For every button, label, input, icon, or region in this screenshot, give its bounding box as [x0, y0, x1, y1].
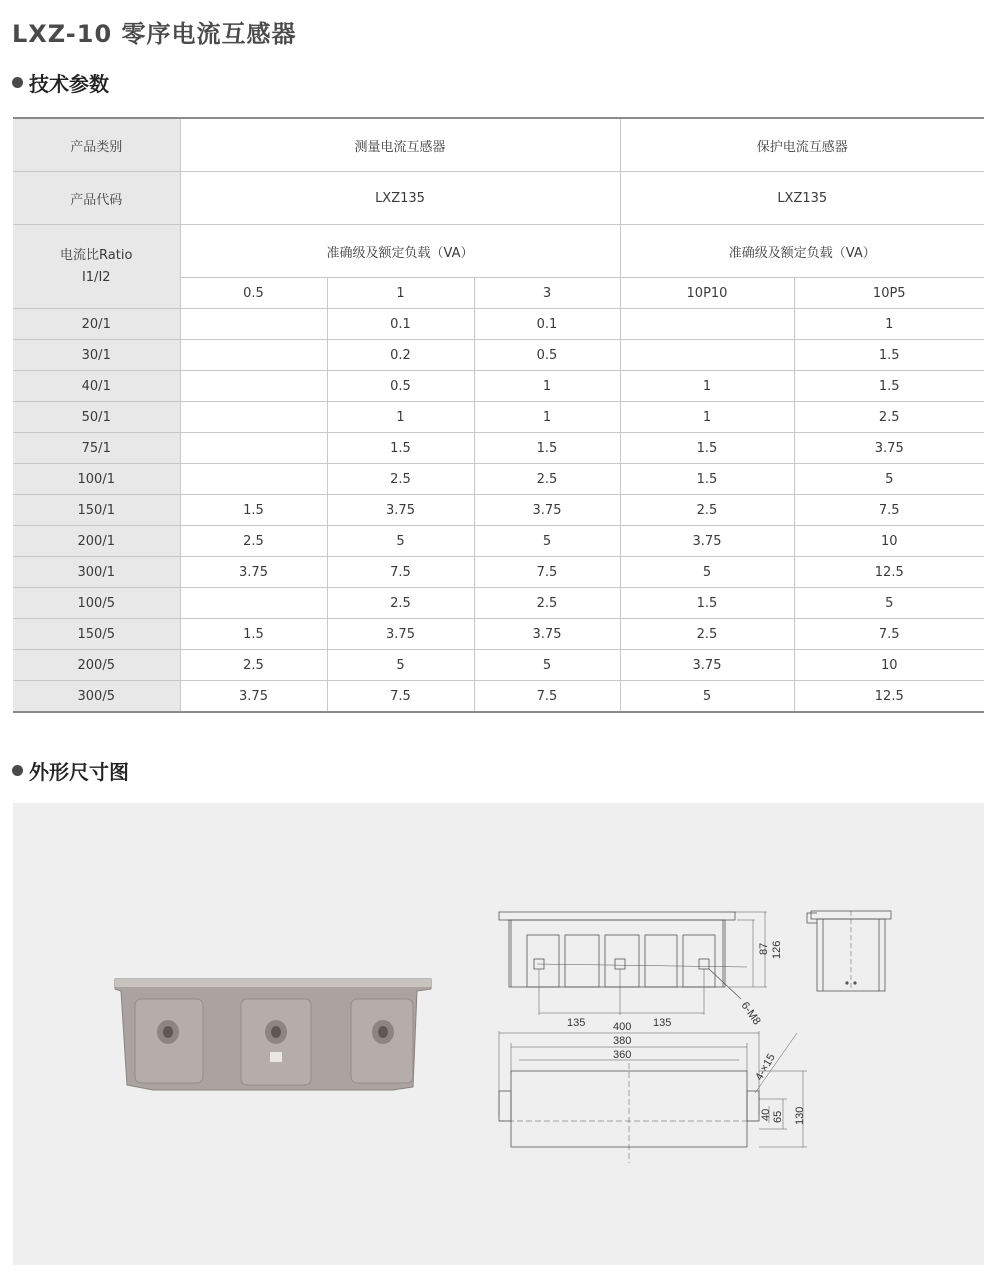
class-cell: 10P10	[620, 278, 794, 309]
value-cell: 7.5	[327, 557, 474, 588]
value-cell: 2.5	[474, 588, 620, 619]
value-cell	[180, 433, 327, 464]
value-cell: 1.5	[620, 433, 794, 464]
table-row	[13, 433, 984, 464]
table-row	[13, 557, 984, 588]
value-cell: 5	[474, 526, 620, 557]
value-cell: 12.5	[794, 681, 984, 713]
value-cell: 3.75	[474, 495, 620, 526]
ratio-cell: 300/1	[13, 557, 180, 588]
value-cell	[180, 371, 327, 402]
value-cell: 12.5	[794, 557, 984, 588]
value-cell: 2.5	[180, 526, 327, 557]
value-cell: 1.5	[474, 433, 620, 464]
hole-label: 6-M8	[738, 999, 763, 1028]
value-cell: 1	[474, 402, 620, 433]
value-cell: 1.5	[620, 588, 794, 619]
dim-360: 360	[613, 1049, 632, 1061]
dim-130: 130	[794, 1106, 806, 1125]
value-cell: 2.5	[474, 464, 620, 495]
value-cell: 7.5	[794, 495, 984, 526]
value-cell	[180, 309, 327, 340]
value-cell: 2.5	[620, 495, 794, 526]
table-row	[13, 340, 984, 371]
class-cell: 0.5	[180, 278, 327, 309]
value-cell: 10	[794, 526, 984, 557]
ratio-cell: 30/1	[13, 340, 180, 371]
ratio-cell: 300/5	[13, 681, 180, 713]
category-label: 产品类别	[13, 118, 180, 172]
protect-type-cell: 保护电流互感器	[620, 118, 984, 172]
table-row	[13, 464, 984, 495]
table-row	[13, 402, 984, 433]
bullet-icon	[12, 77, 23, 88]
dim-65: 65	[772, 1110, 784, 1123]
table-row	[13, 309, 984, 340]
ratio-cell: 150/1	[13, 495, 180, 526]
dim-380: 380	[613, 1035, 632, 1047]
dim-135-a: 135	[567, 1017, 586, 1029]
table-row	[13, 588, 984, 619]
ratio-cell: 20/1	[13, 309, 180, 340]
ratio-label-line2: I1/I2	[81, 269, 111, 285]
ratio-cell: 75/1	[13, 433, 180, 464]
code-label: 产品代码	[13, 172, 180, 225]
value-cell: 3.75	[794, 433, 984, 464]
value-cell: 7.5	[474, 557, 620, 588]
section-title-specs	[12, 68, 109, 97]
table-row-category	[13, 118, 984, 172]
value-cell: 1.5	[327, 433, 474, 464]
value-cell: 5	[327, 526, 474, 557]
value-cell: 2.5	[180, 650, 327, 681]
front-view	[499, 912, 783, 1029]
table-row	[13, 495, 984, 526]
section-title-dimensions	[12, 756, 129, 785]
value-cell: 2.5	[327, 464, 474, 495]
table-row	[13, 619, 984, 650]
table-row	[13, 526, 984, 557]
value-cell	[620, 309, 794, 340]
dim-87: 87	[758, 942, 770, 955]
value-cell: 3.75	[327, 619, 474, 650]
value-cell: 0.1	[327, 309, 474, 340]
value-cell: 2.5	[794, 402, 984, 433]
value-cell: 5	[620, 557, 794, 588]
section-title-specs-label: 技术参数	[29, 72, 109, 96]
value-cell: 1	[474, 371, 620, 402]
value-cell: 5	[327, 650, 474, 681]
value-cell: 5	[620, 681, 794, 713]
spec-table	[13, 117, 984, 713]
value-cell: 7.5	[327, 681, 474, 713]
value-cell	[620, 340, 794, 371]
value-cell: 1.5	[794, 371, 984, 402]
value-cell: 1	[620, 371, 794, 402]
value-cell	[180, 464, 327, 495]
class-cell: 10P5	[794, 278, 984, 309]
value-cell: 3.75	[620, 526, 794, 557]
value-cell	[180, 402, 327, 433]
value-cell: 7.5	[474, 681, 620, 713]
table-row	[13, 681, 984, 713]
product-photo	[113, 977, 433, 1097]
slot-label: 4-×15	[753, 1051, 778, 1083]
table-row	[13, 650, 984, 681]
value-cell: 3.75	[474, 619, 620, 650]
value-cell: 0.5	[327, 371, 474, 402]
class-cell: 1	[327, 278, 474, 309]
value-cell: 3.75	[620, 650, 794, 681]
value-cell: 0.1	[474, 309, 620, 340]
dim-40: 40	[760, 1108, 772, 1121]
value-cell: 1.5	[180, 495, 327, 526]
table-row-accuracy	[13, 225, 984, 278]
value-cell: 3.75	[327, 495, 474, 526]
dimension-drawing	[497, 903, 817, 1163]
value-cell: 5	[794, 588, 984, 619]
figure-panel	[13, 803, 984, 1265]
value-cell: 2.5	[327, 588, 474, 619]
value-cell: 2.5	[620, 619, 794, 650]
side-view-drawing	[809, 909, 893, 995]
measure-code-cell: LXZ135	[180, 172, 620, 225]
value-cell: 1.5	[794, 340, 984, 371]
value-cell	[180, 340, 327, 371]
ratio-cell: 150/5	[13, 619, 180, 650]
dim-135-b: 135	[653, 1017, 672, 1029]
value-cell: 3.75	[180, 681, 327, 713]
measure-type-cell: 测量电流互感器	[180, 118, 620, 172]
value-cell: 3.75	[180, 557, 327, 588]
value-cell: 0.2	[327, 340, 474, 371]
value-cell: 10	[794, 650, 984, 681]
dim-126: 126	[771, 940, 783, 959]
bullet-icon	[12, 765, 23, 776]
table-row	[13, 371, 984, 402]
value-cell	[180, 588, 327, 619]
dim-400: 400	[613, 1021, 632, 1033]
ratio-cell: 50/1	[13, 402, 180, 433]
protect-code-cell: LXZ135	[620, 172, 984, 225]
value-cell: 5	[474, 650, 620, 681]
section-title-dimensions-label: 外形尺寸图	[29, 760, 129, 784]
value-cell: 1.5	[620, 464, 794, 495]
protect-accuracy-cell: 准确级及额定负载（VA）	[620, 225, 984, 278]
table-row-code	[13, 172, 984, 225]
ratio-label-line1: 电流比Ratio	[60, 247, 133, 263]
ratio-cell: 200/5	[13, 650, 180, 681]
value-cell: 1	[794, 309, 984, 340]
ratio-cell: 200/1	[13, 526, 180, 557]
top-view	[499, 1021, 807, 1163]
measure-accuracy-cell: 准确级及额定负载（VA）	[180, 225, 620, 278]
ratio-cell: 40/1	[13, 371, 180, 402]
value-cell: 5	[794, 464, 984, 495]
page-title: LXZ-10 零序电流互感器	[12, 20, 297, 48]
class-cell: 3	[474, 278, 620, 309]
ratio-cell: 100/5	[13, 588, 180, 619]
value-cell: 7.5	[794, 619, 984, 650]
value-cell: 1	[620, 402, 794, 433]
value-cell: 1	[327, 402, 474, 433]
ratio-label-cell	[13, 225, 180, 309]
value-cell: 1.5	[180, 619, 327, 650]
ratio-cell: 100/1	[13, 464, 180, 495]
value-cell: 0.5	[474, 340, 620, 371]
